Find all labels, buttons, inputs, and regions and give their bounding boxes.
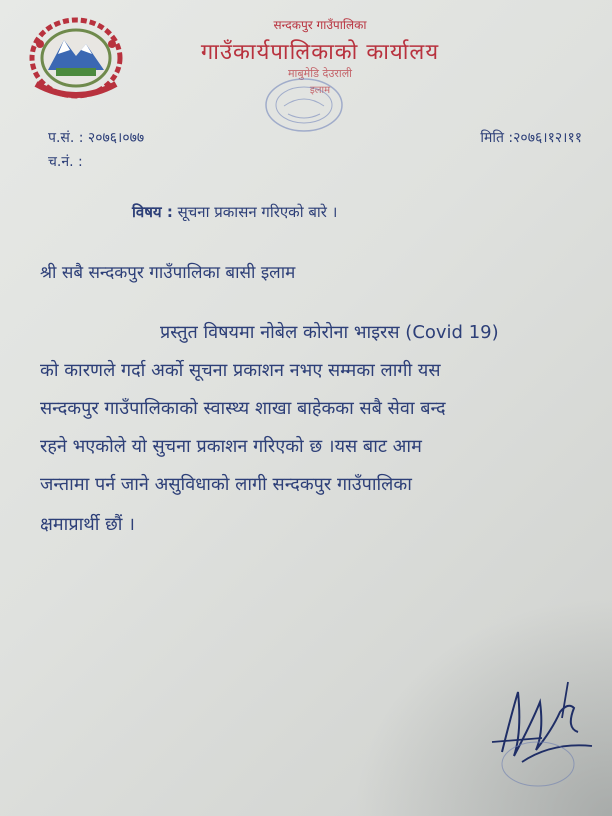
body-line: सन्दकपुर गाउँपालिकाको स्वास्थ्य शाखा बाहेकका सबै सेवा बन्द [40,398,446,419]
body-line: जन्तामा पर्न जाने असुविधाको लागी सन्दकपुर गाउँपालिका [40,474,412,495]
salutation: श्री सबै सन्दकपुर गाउँपालिका बासी इलाम [40,263,296,283]
office-title: गाउँकार्यपालिकाको कार्यालय [200,40,440,65]
subject-line [132,202,337,222]
letter-date: मिति :२०७६।१२।११ [480,130,582,146]
signature-icon [482,672,602,792]
body-line: को कारणले गर्दा अर्को सूचना प्रकाशन नभए सम्मका लागी यस [40,360,441,381]
office-stamp-icon [262,74,346,136]
dispatch-number: च.नं. : [48,154,83,170]
subject-text: सूचना प्रकासन गरिएको बारे । [177,203,338,221]
nepal-emblem-icon [26,14,126,102]
subject-label: विषय : [132,203,173,221]
body-line: क्षमाप्रार्थी छौं । [40,514,135,535]
body-line: रहने भएकोले यो सुचना प्रकाशन गरिएको छ ।यस बाट आम [40,436,422,457]
address-line-1: माबुमेडि देउराली [287,67,353,80]
municipality-name: सन्दकपुर गाउँपालिका [273,18,367,32]
body-line: प्रस्तुत विषयमा नोबेल कोरोना भाइरस (Covid 19) [160,322,499,343]
address-line-2: इलाम [309,85,331,96]
reference-number: प.सं. : २०७६।०७७ [48,130,145,146]
